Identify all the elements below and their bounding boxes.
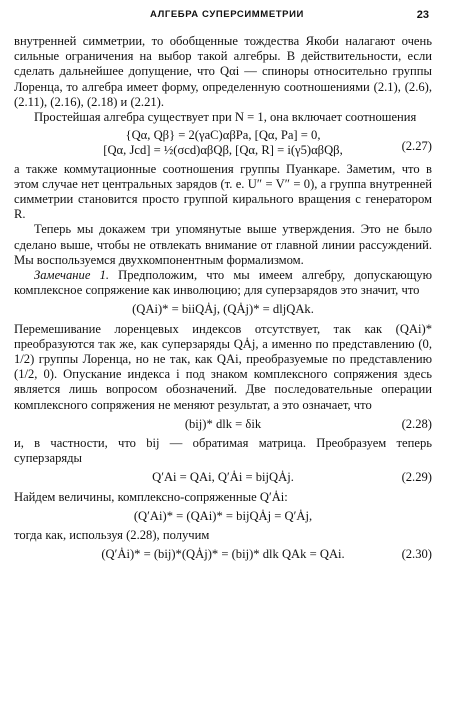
page-number: 23 <box>416 9 429 21</box>
paragraph-1: внутренней симметрии, то обобщенные тождества Якоби налагают очень сильные ограничения на выбор такой алгебры. В действительности, если сделать дальнейшее допущение, что Qαi — спиноры относительно группы Лоренца, то алгебра имеет форму, определенную соотношениями (2.1), (2.6), (2.11), (2.16), (2.18) и (2.21). <box>14 34 432 109</box>
header-title: АЛГЕБРА СУПЕРСИММЕТРИИ <box>150 9 304 20</box>
paragraph-3: а также коммутационные соотношения группы Пуанкаре. Заметим, что в этом случае нет центральных зарядов (т. е. U″ = V″ = 0), а группа внутренней симметрии становится просто группой кирального вращения с генератором R. <box>14 161 432 222</box>
paragraph-6: Перемешивание лоренцевых индексов отсутствует, так как (QAi)* преобразуются так же, как суперзаряды QȦj, а именно по представлению (0, 1/2) группы Лоренца, но не так, как QAi, преобразуемые по представлению (1/2, 0). Опускание индекса i под знаком комплексного сопряжения здесь является лишь вопросом обозначений. Две последовательные операции комплексного сопряжения не меняют результат, а это означает, что <box>14 321 432 412</box>
paragraph-9: тогда как, используя (2.28), получим <box>14 528 210 543</box>
running-header <box>0 9 451 23</box>
equation-2-29-text: Q′Ai = QAi, Q′Ȧi = bijQȦj. <box>152 470 294 485</box>
paragraph-4: Теперь мы докажем три упомянутые выше утверждения. Это не было сделано выше, чтобы не отвлекать внимание от главной линии рассуждений. Мы воспользуемся двухкомпонентным формализмом. <box>14 222 432 267</box>
paragraph-7: и, в частности, что bij — обратимая матрица. Преобразуем теперь суперзаряды <box>14 436 432 466</box>
page-body <box>14 34 432 567</box>
remark-text: Предположим, что мы имеем алгебру, допускающую комплексное сопряжение как инволюцию; для суперзарядов это значит, что <box>14 268 433 298</box>
equation-2-28-text: (bij)* dlk = δik <box>184 416 262 431</box>
equation-number-2-27: (2.27) <box>401 139 432 154</box>
equation-involution <box>14 302 432 317</box>
equation-involution-text: (QAi)* = biiQȦj, (QȦj)* = dljQAk. <box>132 302 314 317</box>
equation-2-30 <box>14 547 432 562</box>
equation-2-27-line-2: [Qα, Jcd] = ½(σcd)αβQβ, [Qα, R] = i(γ5)αβQβ, <box>103 143 343 158</box>
remark-label: Замечание 1. <box>34 268 110 283</box>
paragraph-5 <box>14 268 432 298</box>
equation-conjugate <box>14 509 432 524</box>
equation-conjugate-text: (Q′Ai)* = (QAi)* = bijQȦj = Q′Ȧj, <box>133 508 313 523</box>
equation-number-2-28: (2.28) <box>401 416 432 431</box>
paragraph-8: Найдем величины, комплексно-сопряженные Q′Ȧi: <box>14 489 288 504</box>
equation-number-2-30: (2.30) <box>401 547 432 562</box>
equation-number-2-29: (2.29) <box>401 470 432 485</box>
paragraph-2: Простейшая алгебра существует при N = 1, она включает соотношения <box>34 110 417 125</box>
equation-2-27-line-1: {Qα, Qβ} = 2(γaC)αβPa, [Qα, Pa] = 0, <box>125 128 321 143</box>
equation-2-29 <box>14 470 432 485</box>
equation-2-30-text: (Q′Ȧi)* = (bij)*(QȦj)* = (bij)* dlk QAk = QAi. <box>101 547 345 562</box>
equation-2-28 <box>14 417 432 432</box>
equation-2-27 <box>14 128 432 158</box>
